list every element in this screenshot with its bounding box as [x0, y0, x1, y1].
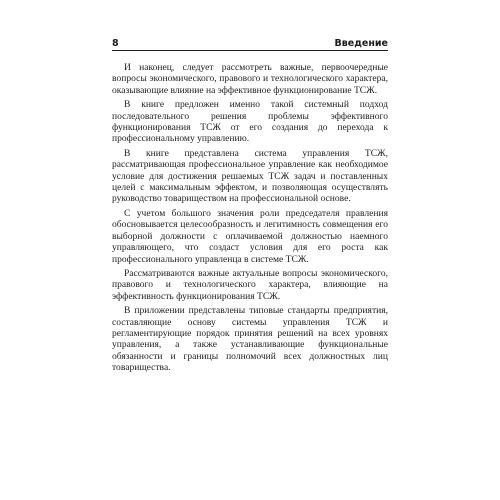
- paragraph-3: В книге представлена система управления ТСЖ, рассматривающая профессиональное управление как необходимое условие для достижения решаемых ТСЖ задач и поставленных целей с максимальным эффектом, и позволяющая осуществлять руководство товариществом на профессиональной основе.: [112, 147, 388, 205]
- paragraph-6: В приложении представлены типовые стандарты предприятия, составляющие основу системы управления ТСЖ и регламентирующие порядок принятия решений на всех уровнях управления, а также устанавливающие функциональные обязанности и границы полномочий всех должностных лиц товарищества.: [112, 305, 388, 374]
- body-text: [112, 62, 388, 377]
- paragraph-1: И наконец, следует рассмотреть важные, первоочередные вопросы экономического, правового и технологического характера, оказывающие влияние на эффективное функционирование ТСЖ.: [112, 62, 388, 96]
- running-header: [112, 31, 388, 49]
- paragraph-5: Рассматриваются важные актуальные вопросы экономического, правового и технологического характера, влияющие на эффективность функционирования ТСЖ.: [112, 267, 388, 302]
- header-rule: [112, 50, 388, 51]
- page-number: 8: [112, 38, 119, 49]
- section-title: Введение: [334, 38, 388, 49]
- paragraph-2: В книге предложен именно такой системный подход последовательного решения проблемы эффективного функционирования ТСЖ от его создания до перехода к профессиональному управлению.: [112, 99, 388, 145]
- paragraph-4: С учетом большого значения роли председателя правления обосновывается целесообразность и легитимность совмещения его выборной должности с оплачиваемой должностью наемного управляющего, что создаст условия для его роста как профессионального управленца в системе ТСЖ.: [112, 207, 388, 265]
